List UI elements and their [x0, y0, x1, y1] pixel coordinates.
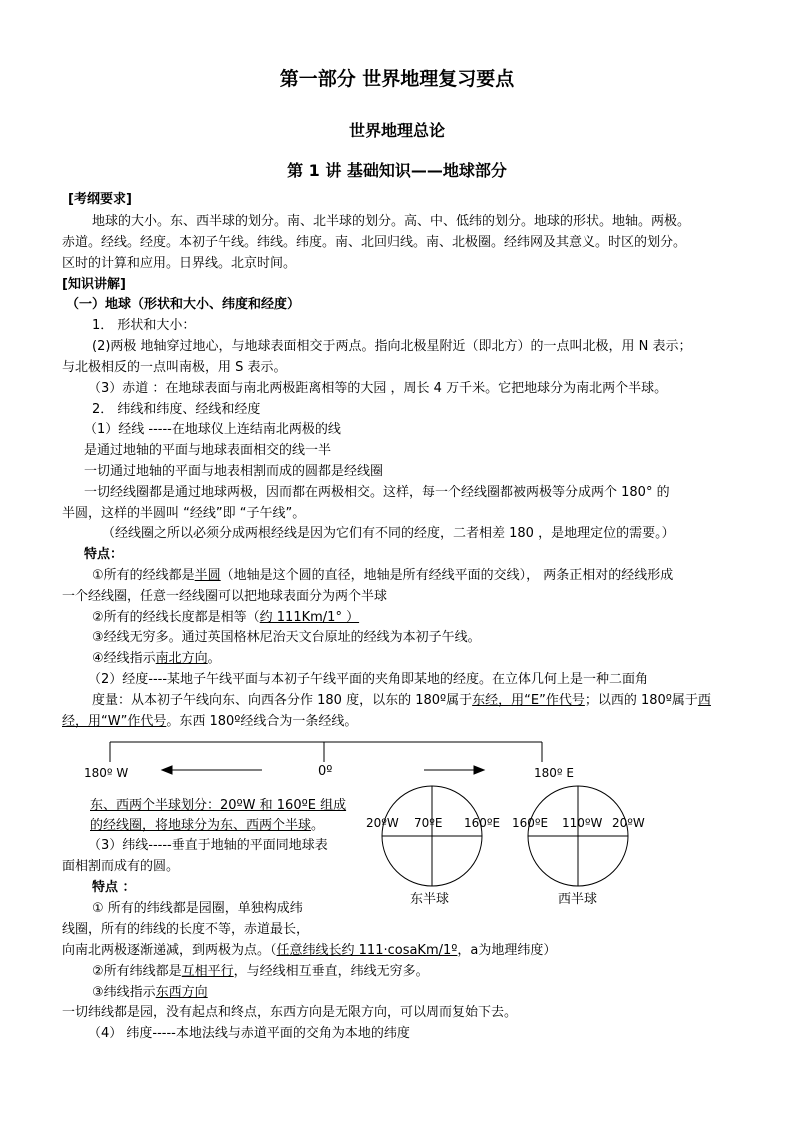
text-line: 向南北两极逐渐递减，到两极为点。（任意纬线长约 111·cosaKm/1º，a为地理纬度） — [62, 943, 557, 958]
text-line: ②所有的经线长度都是相等（约 111Km/1° ） — [92, 610, 360, 625]
west-label-20w: 20ºW — [612, 816, 645, 830]
text-line: 1． 形状和大小： — [92, 318, 196, 333]
text-line: 线圈，所有的纬线的长度不等，赤道最长， — [62, 922, 310, 937]
text-line: 度量：从本初子午线向东、向西各分作 180 度，以东的 180º属于东经，用“E”作代号；以西的 180º属于西 — [92, 693, 711, 708]
text-line: 的经线圈，将地球分为东、西两个半球。 — [90, 818, 325, 833]
text-line: 面相割而成有的圆。 — [62, 859, 180, 874]
text-line: ①所有的经线都是半圆（地轴是这个圆的直径，地轴是所有经线平面的交线）， 两条正相对的经线形成 — [92, 568, 674, 583]
west-hemisphere-caption: 西半球 — [558, 892, 598, 907]
text-line: 赤道。经线。经度。本初子午线。纬线。纬度。南、北回归线。南、北极圈。经纬网及其意义。时区的划分。 — [62, 235, 687, 250]
lecture-title: 第 1 讲 基础知识——地球部分 — [287, 161, 507, 180]
text-line: （2）经度----某地子午线平面与本初子午线平面的夹角即某地的经度。在立体几何上是一种二面角 — [88, 672, 649, 687]
text-line: (2)两极 地轴穿过地心，与地球表面相交于两点。指向北极星附近（即北方）的一点叫北极，用 N 表示； — [92, 339, 692, 354]
text-line: 与北极相反的一点叫南极，用 S 表示。 — [62, 360, 287, 375]
text-line: （3）赤道 ：在地球表面与南北两极距离相等的大园 ，周长 4 万千米。它把地球分为南北两个半球。 — [88, 381, 668, 396]
east-label-160e: 160ºE — [464, 816, 501, 830]
east-label-70e: 70ºE — [414, 816, 443, 830]
features-heading: 特点： — [84, 547, 124, 562]
exam-requirements-heading: [考纲要求] — [68, 192, 132, 207]
text-line: （经线圈之所以必须分成两根经线是因为它们有不同的经度，二者相差 180 ，是地理定位的需要。） — [102, 526, 675, 541]
text-line: （4） 纬度-----本地法线与赤道平面的交角为本地的纬度 — [88, 1026, 410, 1041]
text-line: ②所有纬线都是互相平行，与经线相互垂直，纬线无穷多。 — [92, 964, 429, 979]
text-line: 一切通过地轴的平面与地表相割而成的圆都是经线圈 — [84, 464, 384, 479]
text-line: 地球的大小。东、西半球的划分。南、北半球的划分。高、中、低纬的划分。地球的形状。地轴。两极。 — [92, 214, 691, 229]
west-label-110w: 110ºW — [562, 816, 603, 830]
west-label-160e: 160ºE — [512, 816, 549, 830]
east-hemisphere-caption: 东半球 — [410, 892, 450, 907]
east-label-20w: 20ºW — [366, 816, 399, 830]
text-line: 一切经线圈都是通过地球两极，因而都在两极相交。这样，每一个经线圈都被两极等分成两个 180° 的 — [84, 485, 670, 500]
text-line: 东、西两个半球划分：20ºW 和 160ºE 组成 — [90, 798, 347, 813]
label-180e: 180º E — [534, 766, 574, 780]
features-heading-latitude: 特点 ： — [92, 880, 136, 895]
label-prime-meridian: 0º — [318, 764, 333, 779]
text-line: 半圆，这样的半圆叫 “经线”即 “子午线”。 — [62, 506, 306, 521]
section-subtitle: 世界地理总论 — [348, 121, 445, 140]
text-line: （3）纬线-----垂直于地轴的平面同地球表 — [88, 838, 328, 853]
text-line: （1）经线 -----在地球仪上连结南北两极的线 — [84, 422, 341, 437]
knowledge-heading: [知识讲解] — [62, 277, 126, 292]
text-line: ③纬线指示东西方向 — [92, 985, 208, 1000]
text-line: ① 所有的纬线都是园圈，单独构成纬 — [92, 901, 303, 916]
text-line: 是通过地轴的平面与地球表面相交的线一半 — [84, 443, 332, 458]
label-180w: 180º W — [84, 766, 129, 780]
text-line: 一个经线圈，任意一经线圈可以把地球表面分为两个半球 — [62, 589, 388, 604]
text-line: ④经线指示南北方向。 — [92, 651, 221, 666]
document-title: 第一部分 世界地理复习要点 — [279, 68, 515, 90]
subheading-earth: （一）地球（形状和大小、纬度和经度） — [66, 297, 301, 312]
text-line: 区时的计算和应用。日界线。北京时间。 — [62, 256, 297, 271]
text-line: 2． 纬线和纬度、经线和经度 — [92, 402, 261, 417]
text-line: ③经线无穷多。通过英国格林尼治天文台原址的经线为本初子午线。 — [92, 630, 481, 645]
text-line: 经，用“W”作代号。东西 180º经线合为一条经线。 — [62, 714, 358, 729]
text-line: 一切纬线都是园，没有起点和终点，东西方向是无限方向，可以周而复始下去。 — [62, 1005, 518, 1020]
